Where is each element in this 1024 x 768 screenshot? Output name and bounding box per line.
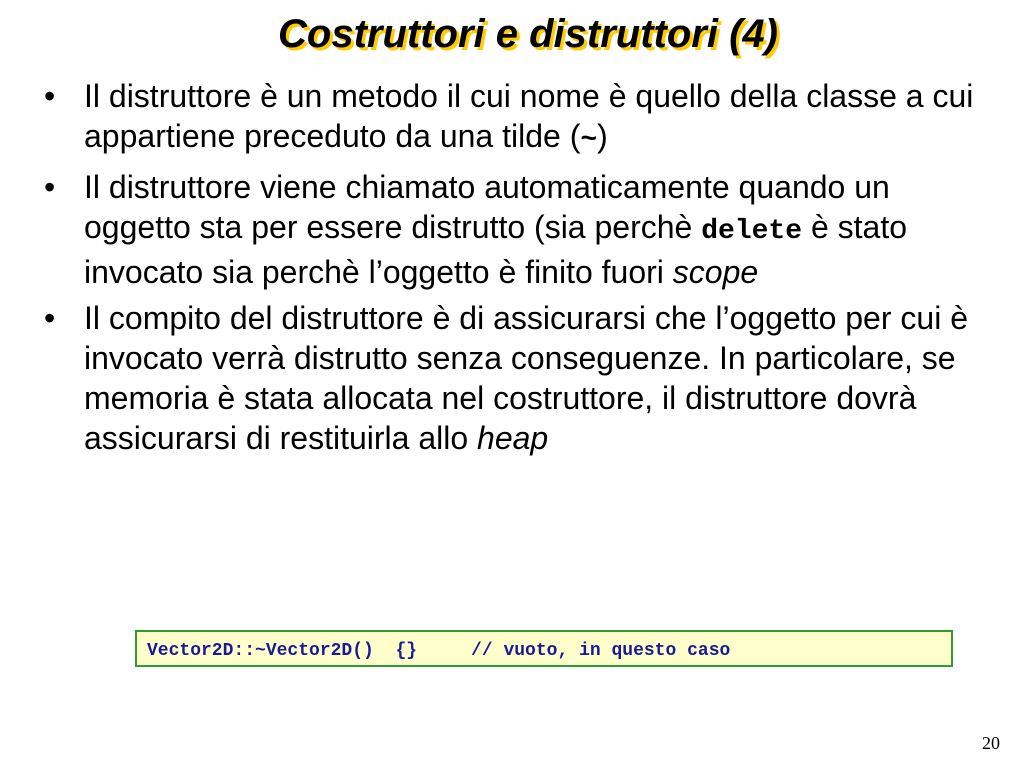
bullet-list <box>44 76 989 464</box>
bullet-marker: • <box>44 300 56 336</box>
scope-term: scope <box>672 254 759 290</box>
delete-keyword: delete <box>701 216 803 247</box>
bullet-text: Il distruttore viene chiamato automaticamente quando un oggetto sta per essere distrutto (sia perchè <box>84 169 890 245</box>
bullet-item <box>44 76 989 161</box>
bullet-text: ) <box>597 118 608 154</box>
bullet-text: Il distruttore è un metodo il cui nome è quello della classe a cui appartiene preceduto da una tilde ( <box>84 78 974 154</box>
code-example-box: Vector2D::~Vector2D() {} // vuoto, in questo caso <box>135 630 953 667</box>
page-number: 20 <box>982 733 1000 753</box>
heap-term: heap <box>477 420 549 456</box>
bullet-text: è stato invocato sia perchè l’oggetto è finito fuori <box>84 209 907 290</box>
tilde-code: ~ <box>580 125 598 156</box>
bullet-text: Il compito del distruttore è di assicurarsi che l’oggetto per cui è invocato verrà distrutto senza conseguenze. In particolare, se memoria è stata allocata nel costruttore, il distruttore dovrà assicurarsi di restituirla allo <box>84 300 968 456</box>
bullet-marker: • <box>44 78 56 114</box>
bullet-marker: • <box>44 169 56 205</box>
bullet-item <box>44 167 989 292</box>
slide-title: Costruttori e distruttori (4) <box>278 12 778 56</box>
bullet-item <box>44 298 989 458</box>
